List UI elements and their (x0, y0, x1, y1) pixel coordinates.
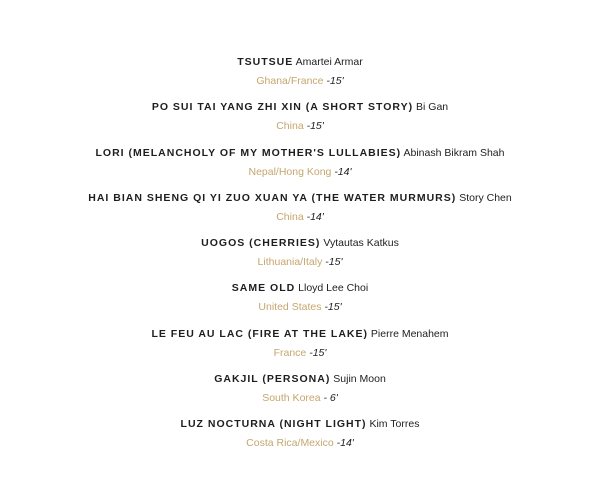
film-meta-line (0, 435, 600, 451)
film-entry (0, 235, 600, 280)
film-director: Lloyd Lee Choi (298, 282, 369, 295)
film-duration: -14' (306, 210, 324, 223)
film-duration: -15' (325, 256, 343, 269)
film-title-line (0, 371, 600, 387)
film-country: South Korea (262, 392, 321, 405)
film-director: Story Chen (459, 191, 512, 204)
film-director: Abinash Bikram Shah (403, 146, 505, 159)
film-title-line (0, 416, 600, 432)
film-title: TSUTSUE (237, 56, 294, 68)
film-meta-line (0, 118, 600, 134)
film-title-line (0, 280, 600, 296)
film-entry (0, 99, 600, 144)
film-meta-line (0, 345, 600, 361)
film-meta-line (0, 73, 600, 89)
film-entry (0, 326, 600, 371)
film-meta-line (0, 209, 600, 225)
film-title: SAME OLD (231, 282, 296, 295)
film-title-line (0, 99, 600, 115)
film-title: GAKJIL (PERSONA) (214, 373, 331, 386)
film-country: United States (258, 301, 322, 314)
film-meta-line (0, 164, 600, 180)
film-entry (0, 371, 600, 416)
film-entry (0, 280, 600, 325)
film-title: LE FEU AU LAC (FIRE AT THE LAKE) (151, 327, 368, 340)
film-duration: -14' (334, 165, 352, 178)
film-list (0, 54, 600, 462)
film-title-line (0, 145, 600, 161)
film-title-line (0, 54, 600, 70)
film-country: Lithuania/Italy (257, 256, 323, 269)
film-title: LUZ NOCTURNA (NIGHT LIGHT) (180, 418, 367, 431)
film-duration: - 6' (323, 392, 338, 405)
film-title: PO SUI TAI YANG ZHI XIN (A SHORT STORY) (151, 101, 414, 114)
film-title-line (0, 235, 600, 251)
film-director: Amartei Armar (295, 56, 363, 68)
film-country: China (276, 210, 304, 223)
film-title-line (0, 190, 600, 206)
film-title: HAI BIAN SHENG QI YI ZUO XUAN YA (THE WATER MURMURS) (88, 191, 457, 204)
film-director: Bi Gan (416, 101, 449, 114)
film-duration: -15' (306, 120, 324, 133)
film-director: Pierre Menahem (370, 327, 449, 340)
film-director: Vytautas Katkus (323, 237, 399, 250)
film-country: Costa Rica/Mexico (246, 437, 334, 450)
film-entry (0, 54, 600, 99)
film-duration: -15' (326, 75, 344, 87)
film-title: LORI (MELANCHOLY OF MY MOTHER'S LULLABIES) (95, 146, 402, 159)
film-entry (0, 190, 600, 235)
film-meta-line (0, 390, 600, 406)
film-duration: -15' (324, 301, 342, 314)
film-entry (0, 145, 600, 190)
film-country: China (276, 120, 304, 133)
film-meta-line (0, 254, 600, 270)
film-director: Sujin Moon (333, 373, 386, 386)
film-entry (0, 416, 600, 461)
film-duration: -14' (336, 437, 354, 450)
film-title: UOGOS (CHERRIES) (201, 237, 321, 250)
film-country: France (273, 346, 307, 359)
film-country: Nepal/Hong Kong (248, 165, 332, 178)
film-meta-line (0, 299, 600, 315)
film-country: Ghana/France (256, 75, 324, 87)
film-title-line (0, 326, 600, 342)
film-duration: -15' (309, 346, 327, 359)
film-director: Kim Torres (369, 418, 420, 431)
